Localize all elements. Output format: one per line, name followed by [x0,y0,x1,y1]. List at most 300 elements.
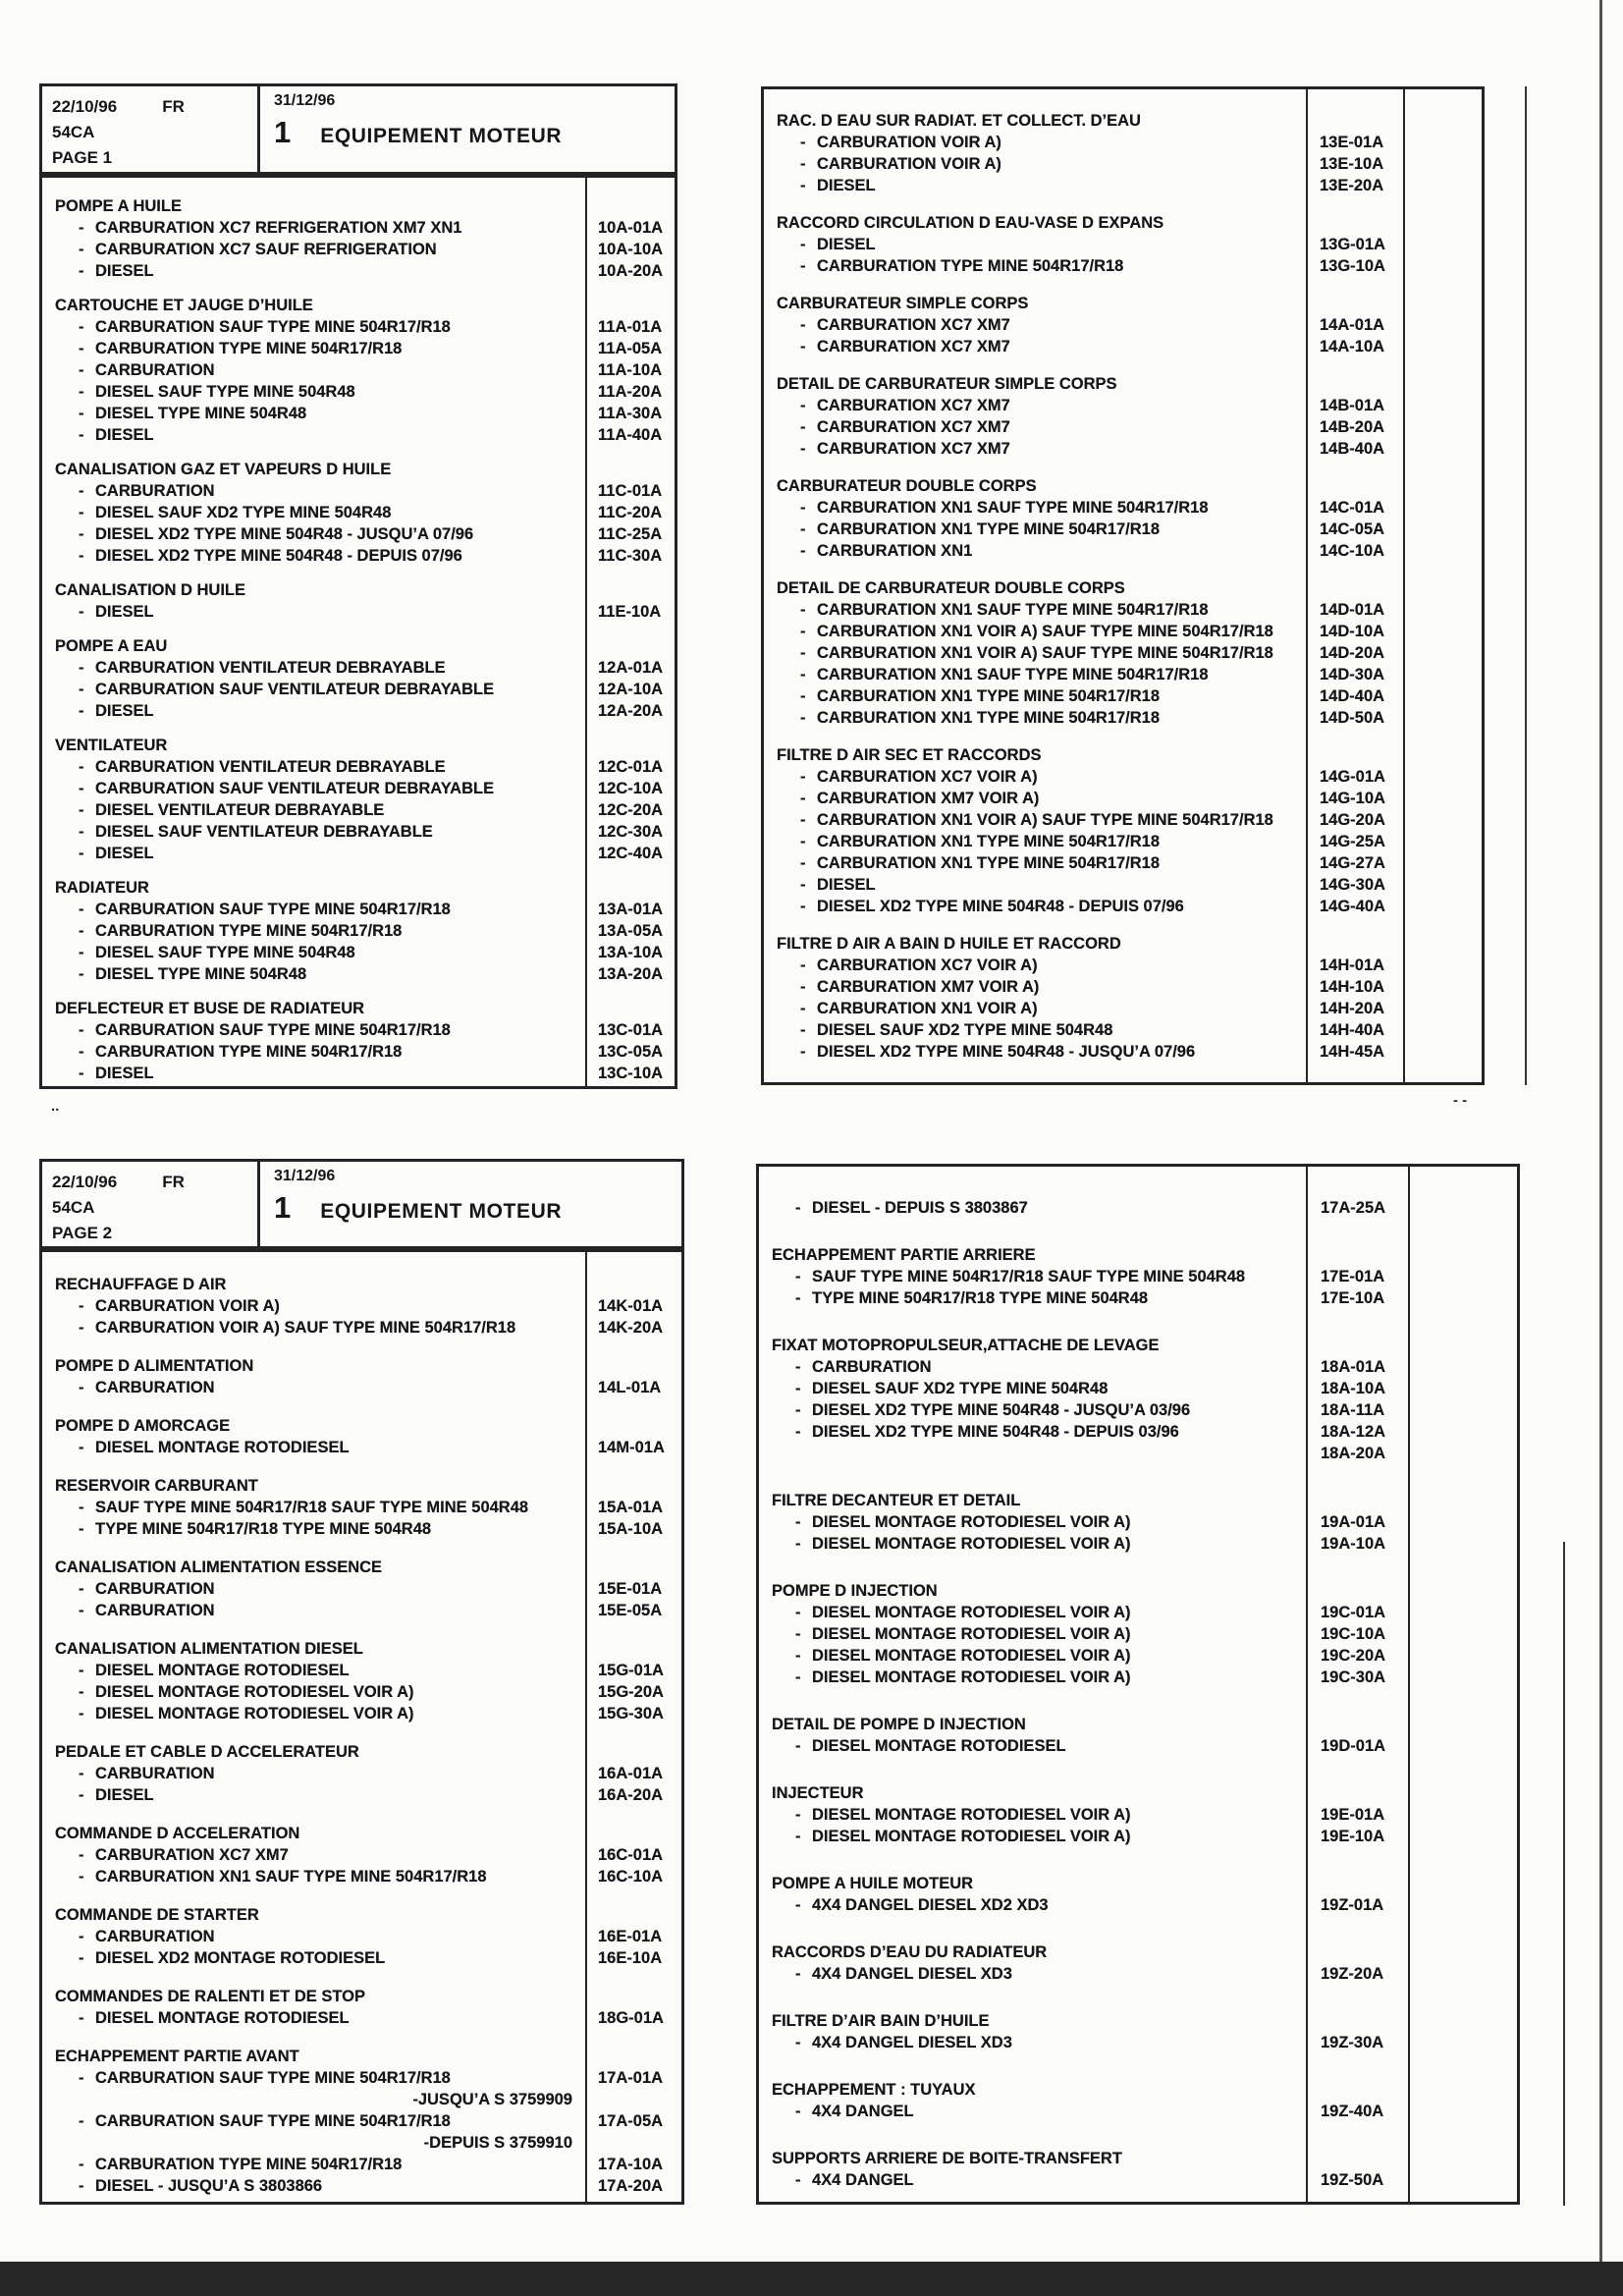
page-code: 14G-01A [1320,768,1385,786]
toc-row [42,1578,681,1600]
section-title: DEFLECTEUR ET BUSE DE RADIATEUR [55,1000,365,1017]
toc-row [42,1600,681,1621]
part-variant-label: - CARBURATION XN1 TYPE MINE 504R17/R18 [800,707,1482,729]
part-variant-label: - DIESEL [79,1784,681,1806]
toc-section [759,1580,1517,1688]
page-code: 11A-05A [598,340,663,357]
page-title: EQUIPEMENT MOTEUR [320,125,563,147]
toc-row [759,1804,1517,1826]
toc-section [759,1941,1517,1985]
header-date-lang [52,94,247,120]
page-code: 14G-20A [1320,811,1385,829]
part-variant-label: - CARBURATION VOIR A) SAUF TYPE MINE 504R17/R18 [79,1317,681,1339]
toc-row [42,217,675,239]
page-code: 17A-25A [1321,1199,1386,1217]
toc-row [764,175,1482,196]
part-variant-label: - 4X4 DANGEL [795,2101,1517,2122]
part-variant-label: - CARBURATION VOIR A) [800,153,1482,175]
page-code: 14C-05A [1320,520,1385,538]
toc-row [42,899,675,920]
page-code: 16E-01A [598,1928,663,1945]
toc-row [42,1784,681,1806]
part-variant-label: - 4X4 DANGEL [795,2169,1517,2191]
toc-row [42,1703,681,1724]
section-title: FILTRE D AIR SEC ET RACCORDS [777,746,1042,764]
toc-row [759,1287,1517,1309]
part-variant-label: - DIESEL XD2 TYPE MINE 504R48 - JUSQU’A 03/96 [795,1399,1517,1421]
toc-row [42,2067,681,2089]
toc-row [764,416,1482,438]
toc-row [764,438,1482,460]
toc-row [42,756,675,778]
part-variant-label: - DIESEL MONTAGE ROTODIESEL [79,2007,681,2029]
part-variant-label: - CARBURATION SAUF VENTILATEUR DEBRAYABLE [79,778,675,799]
part-variant-label: - DIESEL MONTAGE ROTODIESEL VOIR A) [795,1667,1517,1688]
page-code: 18A-12A [1321,1423,1386,1441]
page-code: 15G-20A [598,1683,664,1701]
page-code: 11A-40A [598,426,663,444]
toc-section [764,110,1482,196]
toc-row [759,1894,1517,1916]
page-code: 14D-10A [1320,623,1385,640]
section-title: RACCORDS D’EAU DU RADIATEUR [772,1943,1048,1961]
toc-section [42,295,675,446]
page-code: 14D-30A [1320,666,1385,683]
page-code: 15A-01A [598,1499,664,1516]
section-title: FILTRE DECANTEUR ET DETAIL [772,1492,1021,1509]
page-code: 13A-05A [598,922,664,940]
page-code: 18A-20A [1321,1445,1386,1462]
page-code: 19E-01A [1321,1806,1385,1824]
toc-row [759,2169,1517,2191]
toc-row [42,963,675,985]
toc-row [42,778,675,799]
scan-edge-line-page2 [1563,1542,1565,2206]
page-code: 10A-20A [598,262,664,280]
page-code: 15E-01A [598,1580,663,1598]
toc-row [42,381,675,403]
page-code: 14K-20A [598,1319,664,1337]
part-variant-label: - DIESEL XD2 TYPE MINE 504R48 - DEPUIS 03/96 [795,1421,1517,1443]
section-title: SUPPORTS ARRIERE DE BOITE-TRANSFERT [772,2150,1122,2167]
section-title: VENTILATEUR [55,737,168,754]
toc-row [764,621,1482,642]
section-title: RECHAUFFAGE D AIR [55,1276,227,1293]
part-variant-label: - CARBURATION XC7 VOIR A) [800,955,1482,976]
part-variant-label: - CARBURATION XC7 XM7 [800,336,1482,357]
page-code: 11A-30A [598,405,663,422]
toc-row [42,1437,681,1458]
part-variant-label: - CARBURATION XN1 SAUF TYPE MINE 504R17/R18 [79,1866,681,1887]
part-variant-label: - 4X4 DANGEL DIESEL XD2 XD3 [795,1894,1517,1916]
page-code: 14M-01A [598,1439,665,1456]
section-title: FILTRE D AIR A BAIN D HUILE ET RACCORD [777,935,1121,953]
page-code: 19Z-20A [1321,1965,1384,1983]
page-code: 12A-01A [598,659,664,677]
toc-row [42,239,675,260]
toc-row [764,519,1482,540]
toc-section [764,293,1482,357]
page1-header-right-cell [260,86,675,172]
toc-row [42,359,675,381]
part-variant-label: - DIESEL [800,874,1482,896]
section-title: POMPE D AMORCAGE [55,1417,231,1435]
part-variant-label: - DIESEL TYPE MINE 504R48 [79,963,675,985]
section-title: DETAIL DE CARBURATEUR DOUBLE CORPS [777,579,1125,597]
toc-row [759,1197,1517,1219]
part-variant-label: - TYPE MINE 504R17/R18 TYPE MINE 504R48 [79,1518,681,1540]
toc-row [42,700,675,722]
toc-section [42,1638,681,1724]
page-code: 16C-01A [598,1846,664,1864]
part-variant-label: - SAUF TYPE MINE 504R17/R18 SAUF TYPE MINE 504R48 [79,1497,681,1518]
page-code: 11C-25A [598,525,663,543]
part-variant-label [795,1443,1517,1464]
section-title: CARBURATEUR SIMPLE CORPS [777,295,1029,312]
section-title: DETAIL DE CARBURATEUR SIMPLE CORPS [777,375,1117,393]
toc-row [42,424,675,446]
toc-row [42,1947,681,1969]
page-code: 17E-10A [1321,1289,1385,1307]
part-variant-label: - DIESEL MONTAGE ROTODIESEL VOIR A) [79,1681,681,1703]
section-title: POMPE A HUILE [55,197,182,215]
toc-row [759,1421,1517,1443]
page-code: 14D-40A [1320,687,1385,705]
part-variant-label: - CARBURATION XN1 TYPE MINE 504R17/R18 [800,519,1482,540]
section-heading [274,1190,668,1226]
toc-row [764,766,1482,788]
section-title: PEDALE ET CABLE D ACCELERATEUR [55,1743,359,1761]
toc-row [42,2175,681,2197]
toc-row [42,403,675,424]
part-variant-label: - CARBURATION XN1 SAUF TYPE MINE 504R17/R18 [800,497,1482,519]
toc-section [42,195,675,282]
toc-row [764,395,1482,416]
page-code: 14H-01A [1320,957,1385,974]
part-variant-label: - DIESEL MONTAGE ROTODIESEL [79,1437,681,1458]
section-title: CANALISATION ALIMENTATION ESSENCE [55,1558,383,1576]
toc-section [764,933,1482,1063]
part-variant-label: - CARBURATION XC7 XM7 [800,314,1482,336]
toc-section [764,212,1482,277]
toc-column-page1-right [761,86,1485,1085]
page-code: 14H-45A [1320,1043,1385,1061]
toc-row [759,1356,1517,1378]
section-title: RESERVOIR CARBURANT [55,1477,258,1495]
page-code: 14G-25A [1320,833,1385,850]
part-variant-label: - CARBURATION XC7 XM7 [79,1844,681,1866]
page-code: 13E-10A [1320,155,1384,173]
page-code: 13C-05A [598,1043,664,1061]
part-variant-label: - DIESEL SAUF XD2 TYPE MINE 504R48 [79,502,675,523]
toc-row [42,338,675,359]
toc-row [42,1317,681,1339]
toc-row [759,1533,1517,1555]
toc-row [42,1377,681,1398]
part-variant-label: - CARBURATION XC7 XM7 [800,416,1482,438]
toc-section [764,577,1482,729]
scan-artifact-dots: .. [51,1098,60,1115]
toc-section [764,744,1482,917]
toc-row [42,942,675,963]
page-code: 19Z-01A [1321,1896,1384,1914]
part-variant-label: - CARBURATION SAUF TYPE MINE 504R17/R18 [79,899,675,920]
part-variant-label: - DIESEL [79,424,675,446]
scan-artifact-dashes: - - [1453,1092,1468,1109]
toc-row [764,788,1482,809]
page-code: 14G-27A [1320,854,1385,872]
page-code: 19A-10A [1321,1535,1386,1553]
page1-header [39,83,677,175]
part-variant-label: - CARBURATION TYPE MINE 504R17/R18 [800,255,1482,277]
section-title: ECHAPPEMENT : TUYAUX [772,2081,976,2099]
toc-row [42,1019,675,1041]
page-code: 12C-01A [598,758,664,776]
page-code: 16E-10A [598,1949,663,1967]
page2-header [39,1159,684,1249]
page-code: 13C-10A [598,1065,664,1082]
page-code: 15G-01A [598,1662,664,1679]
toc-row [764,132,1482,153]
page-code: 14C-10A [1320,542,1385,560]
section-title: RAC. D EAU SUR RADIAT. ET COLLECT. D’EAU [777,112,1141,130]
part-variant-label: - CARBURATION XN1 SAUF TYPE MINE 504R17/R18 [800,599,1482,621]
toc-section [42,1904,681,1969]
part-variant-label: - DIESEL XD2 TYPE MINE 504R48 - JUSQU’A 07/96 [79,523,675,545]
toc-row [42,1497,681,1518]
toc-row [42,679,675,700]
scan-bottom-bar [0,2262,1623,2296]
toc-row [764,707,1482,729]
toc-section [759,1782,1517,1847]
page-code: 17E-01A [1321,1268,1385,1285]
page-code: 14B-01A [1320,397,1385,414]
toc-row [764,540,1482,562]
page-code: 14G-10A [1320,790,1385,807]
part-variant-label: - DIESEL SAUF XD2 TYPE MINE 504R48 [800,1019,1482,1041]
part-variant-label: - DIESEL [79,260,675,282]
section-title: RACCORD CIRCULATION D EAU-VASE D EXPANS [777,214,1164,232]
page-code: 13A-01A [598,901,664,918]
toc-section [42,1274,681,1339]
page-code: 12C-20A [598,801,664,819]
page-code: 14H-10A [1320,978,1385,996]
part-variant-label: - TYPE MINE 504R17/R18 TYPE MINE 504R48 [795,1287,1517,1309]
part-variant-label: - CARBURATION VENTILATEUR DEBRAYABLE [79,657,675,679]
page-code: 19A-01A [1321,1513,1386,1531]
page-code: 14H-20A [1320,1000,1385,1017]
part-variant-label: - DIESEL XD2 TYPE MINE 504R48 - DEPUIS 07/96 [800,896,1482,917]
page-code: 10A-10A [598,241,664,258]
page-code: 19Z-50A [1321,2171,1384,2189]
toc-section [764,373,1482,460]
serial-range-note: - DEPUIS S 3759910 [79,2132,572,2154]
part-variant-label: - CARBURATION SAUF TYPE MINE 504R17/R18 [79,2067,681,2089]
page-code: 11C-01A [598,482,663,500]
toc-row [764,599,1482,621]
toc-row [42,657,675,679]
toc-row [759,1511,1517,1533]
toc-row [764,852,1482,874]
page-code: 18A-11A [1321,1401,1385,1419]
toc-section [764,475,1482,562]
section-title: CANALISATION ALIMENTATION DIESEL [55,1640,363,1658]
toc-row [764,336,1482,357]
toc-row-continuation [42,2089,681,2110]
part-variant-label: - CARBURATION XC7 VOIR A) [800,766,1482,788]
toc-row [42,502,675,523]
page-code: 14H-40A [1320,1021,1385,1039]
page-code: 14A-10A [1320,338,1385,355]
toc-section [42,735,675,864]
toc-row [759,1266,1517,1287]
part-variant-label: - CARBURATION VENTILATEUR DEBRAYABLE [79,756,675,778]
page2-header-left-cell [42,1162,260,1246]
toc-row [42,1681,681,1703]
toc-row [42,1926,681,1947]
section-title: POMPE D INJECTION [772,1582,938,1600]
part-variant-label: - CARBURATION [79,1377,681,1398]
page-code: 11E-10A [598,603,662,621]
page-code: 13A-20A [598,965,664,983]
section-title: INJECTEUR [772,1784,864,1802]
part-variant-label: - CARBURATION XC7 XM7 [800,395,1482,416]
part-variant-label: - CARBURATION SAUF TYPE MINE 504R17/R18 [79,2110,681,2132]
toc-column-page2-right [756,1164,1520,2205]
toc-section [42,579,675,623]
toc-section [759,2010,1517,2053]
part-variant-label: - DIESEL [79,843,675,864]
section-title: POMPE A EAU [55,637,168,655]
toc-row [759,1963,1517,1985]
toc-row [759,1378,1517,1399]
part-variant-label: - DIESEL [800,234,1482,255]
toc-row [42,523,675,545]
toc-row [42,1763,681,1784]
page-code: 13E-20A [1320,177,1384,194]
section-title: COMMANDE DE STARTER [55,1906,259,1924]
toc-row [42,480,675,502]
toc-section [42,998,675,1084]
toc-row [42,1866,681,1887]
part-variant-label: - CARBURATION XN1 [800,540,1482,562]
part-variant-label: - DIESEL XD2 TYPE MINE 504R48 - DEPUIS 07/96 [79,545,675,567]
page-code: 18G-01A [598,2009,664,2027]
section-title: COMMANDE D ACCELERATION [55,1825,300,1842]
part-variant-label: - CARBURATION XN1 TYPE MINE 504R17/R18 [800,831,1482,852]
part-variant-label: - CARBURATION VOIR A) [79,1295,681,1317]
toc-row [764,153,1482,175]
part-variant-label: - DIESEL TYPE MINE 504R48 [79,403,675,424]
part-variant-label: - CARBURATION [79,1578,681,1600]
toc-row [42,2154,681,2175]
section-title: POMPE D ALIMENTATION [55,1357,254,1375]
page1-header-left-cell [42,86,260,172]
toc-section [42,1823,681,1887]
page-code: 15E-05A [598,1602,663,1619]
toc-row [42,316,675,338]
part-variant-label: - DIESEL - JUSQU’A S 3803866 [79,2175,681,2197]
section-title: FIXAT MOTOPROPULSEUR,ATTACHE DE LEVAGE [772,1337,1160,1354]
page-code: 16A-20A [598,1786,664,1804]
section-title: CANALISATION D HUILE [55,581,246,599]
part-variant-label: - CARBURATION XM7 VOIR A) [800,788,1482,809]
toc-row [764,314,1482,336]
print-date: 22/10/96 [52,97,118,116]
page-code: 19E-10A [1321,1828,1385,1845]
page-code: 11A-10A [598,361,663,379]
toc-row [764,976,1482,998]
part-variant-label: - CARBURATION XN1 VOIR A) SAUF TYPE MINE 504R17/R18 [800,642,1482,664]
page-code: 19C-20A [1321,1647,1386,1665]
part-variant-label: - DIESEL SAUF TYPE MINE 504R48 [79,381,675,403]
toc-row [759,1623,1517,1645]
part-variant-label: - DIESEL [800,175,1482,196]
page-code: 12C-30A [598,823,664,841]
part-variant-label: - CARBURATION SAUF TYPE MINE 504R17/R18 [79,1019,675,1041]
part-variant-label: - CARBURATION [79,1763,681,1784]
part-variant-label: - CARBURATION XC7 REFRIGERATION XM7 XN1 [79,217,675,239]
toc-row [759,1443,1517,1464]
part-variant-label: - CARBURATION SAUF VENTILATEUR DEBRAYABLE [79,679,675,700]
toc-row [42,843,675,864]
section-number: 1 [274,1190,292,1225]
part-variant-label: - CARBURATION XM7 VOIR A) [800,976,1482,998]
toc-section [759,2079,1517,2122]
page-code: 13E-01A [1320,134,1384,151]
toc-row [764,664,1482,685]
section-title: COMMANDES DE RALENTI ET DE STOP [55,1988,365,2005]
page-code: 14K-01A [598,1297,664,1315]
header-date-lang [52,1170,247,1195]
page-code: 19Z-40A [1321,2103,1384,2120]
part-variant-label: - DIESEL SAUF VENTILATEUR DEBRAYABLE [79,821,675,843]
part-variant-label: - DIESEL MONTAGE ROTODIESEL [795,1735,1517,1757]
validity-date: 31/12/96 [274,92,336,109]
section-title: POMPE A HUILE MOTEUR [772,1875,974,1892]
toc-section [42,459,675,567]
section-number: 1 [274,115,292,149]
part-variant-label: - CARBURATION XC7 SAUF REFRIGERATION [79,239,675,260]
scan-edge-line-page1 [1525,86,1527,1085]
toc-row [759,1735,1517,1757]
language-code: FR [162,97,185,116]
page-code: 14D-20A [1320,644,1385,662]
toc-section [42,1415,681,1458]
toc-row [764,255,1482,277]
toc-section [42,1557,681,1621]
validity-date: 31/12/96 [274,1168,336,1184]
toc-row [764,234,1482,255]
part-variant-label: - DIESEL MONTAGE ROTODIESEL VOIR A) [795,1511,1517,1533]
part-variant-label: - DIESEL [79,700,675,722]
toc-section [759,1873,1517,1916]
catalog-code: 54CA [52,123,95,141]
page-code: 17A-01A [598,2069,664,2087]
page-code: 14B-40A [1320,440,1385,458]
part-variant-label: - DIESEL MONTAGE ROTODIESEL VOIR A) [795,1623,1517,1645]
part-variant-label: - CARBURATION XN1 TYPE MINE 504R17/R18 [800,685,1482,707]
part-variant-label: - CARBURATION TYPE MINE 504R17/R18 [79,920,675,942]
page-code: 14D-50A [1320,709,1385,727]
toc-row [764,685,1482,707]
catalog-code: 54CA [52,1198,95,1217]
part-variant-label: - CARBURATION XN1 VOIR A) SAUF TYPE MINE 504R17/R18 [800,621,1482,642]
print-date: 22/10/96 [52,1173,118,1191]
page-code: 16C-10A [598,1868,664,1886]
part-variant-label: - CARBURATION XC7 XM7 [800,438,1482,460]
page-code: 13A-10A [598,944,664,961]
